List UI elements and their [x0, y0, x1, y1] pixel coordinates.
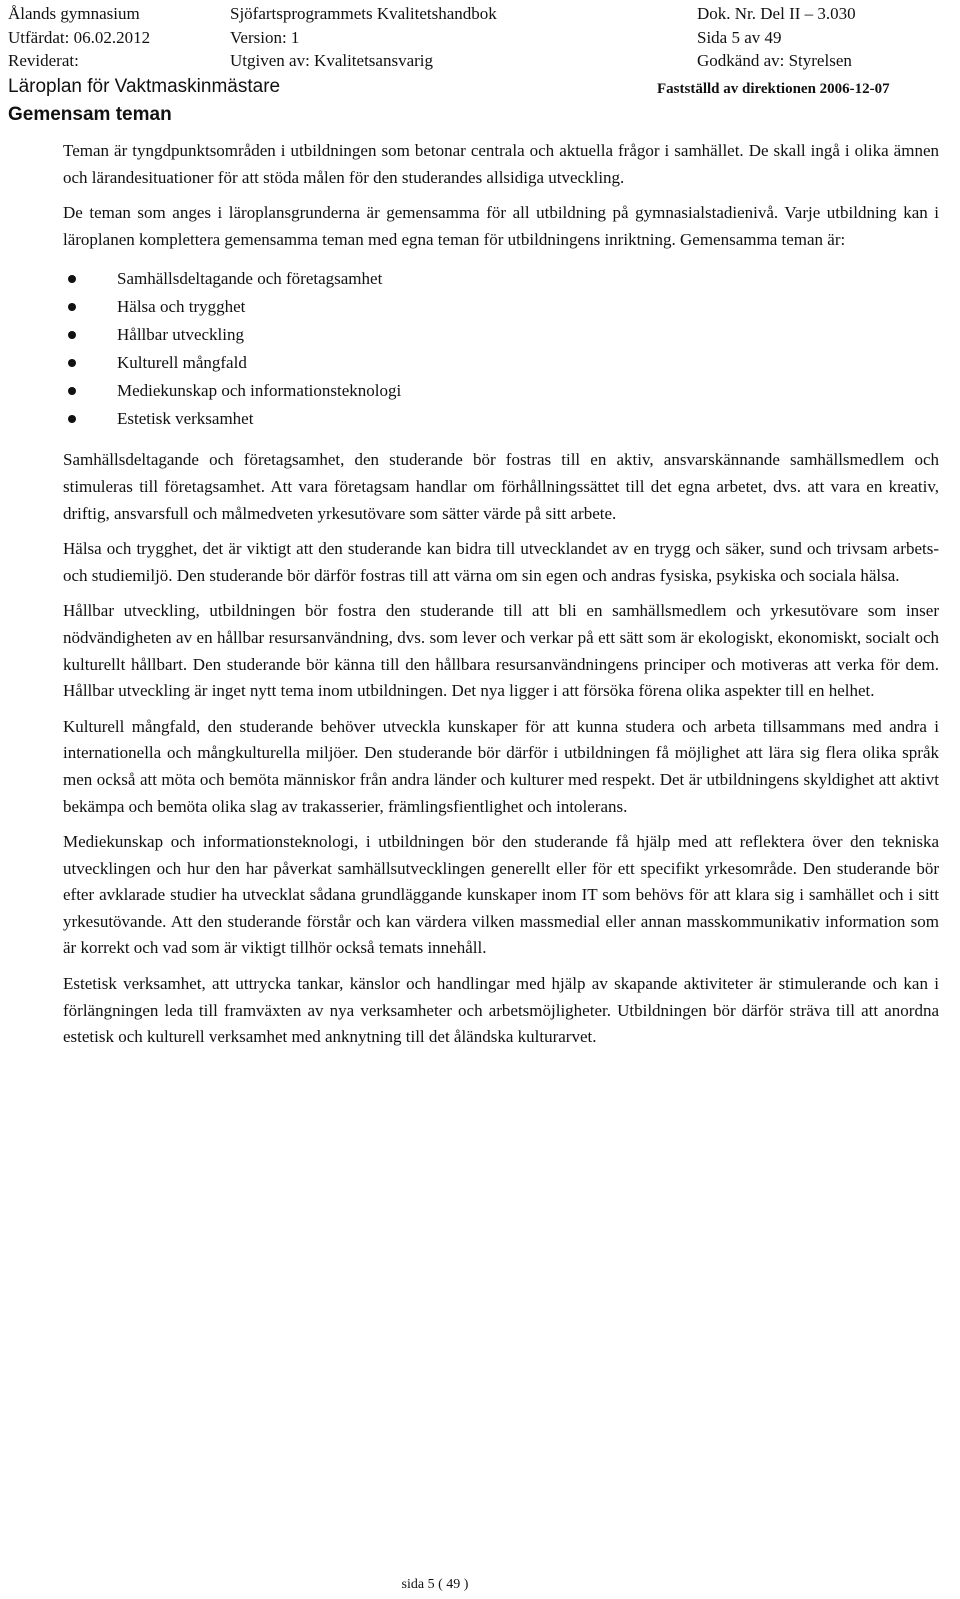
school-name: Ålands gymnasium — [8, 4, 140, 23]
issued-date: Utfärdat: 06.02.2012 — [8, 28, 151, 47]
document-number: Dok. Nr. Del II – 3.030 — [697, 4, 856, 23]
intro-paragraph-2: De teman som anges i läroplansgrunderna är gemensamma för all utbildning på gymnasialstadienivå. Varje utbildning kan i läroplanen komplettera gemensamma teman med egna teman för utbildningens inriktning. Gemensamma teman är: — [63, 203, 939, 249]
themes-list — [63, 265, 939, 433]
header-row-1 — [0, 2, 960, 26]
paragraph-estetisk: Estetisk verksamhet, att uttrycka tankar, känslor och handlingar med hjälp av skapande aktiviteter är stimulerande och kan i förlängningen leda till framväxten av nya verksamheter och arbetsmöjligheter. Utbildningen bör därför sträva till att anordna estetisk och kulturell verksamhet med anknytning till det åländska kulturarvet. — [63, 974, 939, 1047]
bullet-icon — [68, 415, 76, 423]
page-number: sida 5 ( 49 ) — [401, 1577, 469, 1592]
handbook-name: Sjöfartsprogrammets Kvalitetshandbok — [230, 4, 497, 23]
paragraph-mediekunskap: Mediekunskap och informationsteknologi, i utbildningen bör den studerande få hjälp med att reflektera över den tekniska utvecklingen och hur den har påverkat samhällsutvecklingen generellt eller för ett specifikt yrkesområde. Den studerande bör efter avklarade studier ha utvecklat sådana grundläggande kunskaper inom IT som behövs för att klara sig i samhället och i sitt yrkesutövande. Att den studerande förstår och kan värdera vilken massmedial eller annan masskommunikativ information som är korrekt och vad som är viktigt tillhör också temats innehåll. — [63, 832, 939, 958]
list-item — [63, 405, 939, 433]
paragraph-kulturell: Kulturell mångfald, den studerande behöver utveckla kunskaper för att kunna studera och arbeta tillsammans med andra i internationella och mångkulturella miljöer. Den studerande bör därför i utbildningen få möjlighet att lära sig flera olika språk men också att möta och bemöta människor från andra länder och kulturer med respekt. Det är utbildningens skyldighet att aktivt bekämpa och bemöta olika slag av trakasserier, främlingsfientlighet och intolerans. — [63, 716, 939, 816]
list-item — [63, 349, 939, 377]
paragraph-samhallsdeltagande: Samhällsdeltagande och företagsamhet, den studerande bör fostras till en aktiv, ansvarskännande samhällsmedlem och stimuleras till företagsamhet. Att vara företagsam handlar om förhållningssättet till det egna arbetet, dvs. att vara en kreativ, driftig, ansvarsfull och målmedveten yrkesutövare som sätter värde på sitt arbete. — [63, 450, 939, 523]
bullet-icon — [68, 275, 76, 283]
bullet-icon — [68, 303, 76, 311]
list-item-text: Hållbar utveckling — [117, 325, 244, 345]
list-item — [63, 265, 939, 293]
intro-paragraph-1: Teman är tyngdpunktsområden i utbildningen som betonar centrala och aktuella frågor i samhället. De skall ingå i olika ämnen och lärandesituationer för att stöda målen för den studerandes allsidiga utveckling. — [63, 141, 939, 187]
paragraph-halsa: Hälsa och trygghet, det är viktigt att den studerande kan bidra till utvecklandet av en trygg och säker, sund och trivsam arbets- och studiemiljö. Den studerande bör därför fostras till att värna om sin egen och andras fysiska, psykiska och sociala hälsa. — [63, 539, 939, 585]
list-item-text: Samhällsdeltagande och företagsamhet — [117, 269, 383, 289]
body-content — [63, 138, 939, 1060]
bullet-icon — [68, 387, 76, 395]
list-item-text: Kulturell mångfald — [117, 353, 247, 373]
bullet-icon — [68, 331, 76, 339]
list-item — [63, 293, 939, 321]
title-row — [0, 74, 960, 100]
list-item — [63, 377, 939, 405]
page-footer — [0, 1576, 960, 1594]
approved-by: Godkänd av: Styrelsen — [697, 51, 852, 70]
section-heading: Gemensam teman — [8, 104, 172, 125]
header-row-3 — [0, 49, 960, 73]
bullet-icon — [68, 359, 76, 367]
list-item-text: Estetisk verksamhet — [117, 409, 254, 429]
issued-by: Utgiven av: Kvalitetsansvarig — [230, 51, 434, 70]
approval-note: Fastställd av direktionen 2006-12-07 — [657, 81, 890, 97]
revised-label: Reviderat: — [8, 51, 79, 70]
page-count: Sida 5 av 49 — [697, 28, 782, 47]
paragraph-hallbar: Hållbar utveckling, utbildningen bör fostra den studerande till att bli en samhällsmedlem och yrkesutövare som inser nödvändigheten av en hållbar resursanvändning, dvs. som lever och verkar på ett sätt som är ekologiskt, ekonomiskt, socialt och kulturellt hållbart. Den studerande bör känna till den hållbara resursanvändningens principer och motiveras att verka för dem. Hållbar utveckling är inget nytt tema inom utbildningen. Det nya ligger i att försöka förena olika aspekter till en helhet. — [63, 601, 939, 701]
list-item — [63, 321, 939, 349]
list-item-text: Mediekunskap och informationsteknologi — [117, 381, 402, 401]
list-item-text: Hälsa och trygghet — [117, 297, 246, 317]
version: Version: 1 — [230, 28, 300, 47]
document-title: Läroplan för Vaktmaskinmästare — [8, 76, 281, 97]
header-row-2 — [0, 26, 960, 50]
